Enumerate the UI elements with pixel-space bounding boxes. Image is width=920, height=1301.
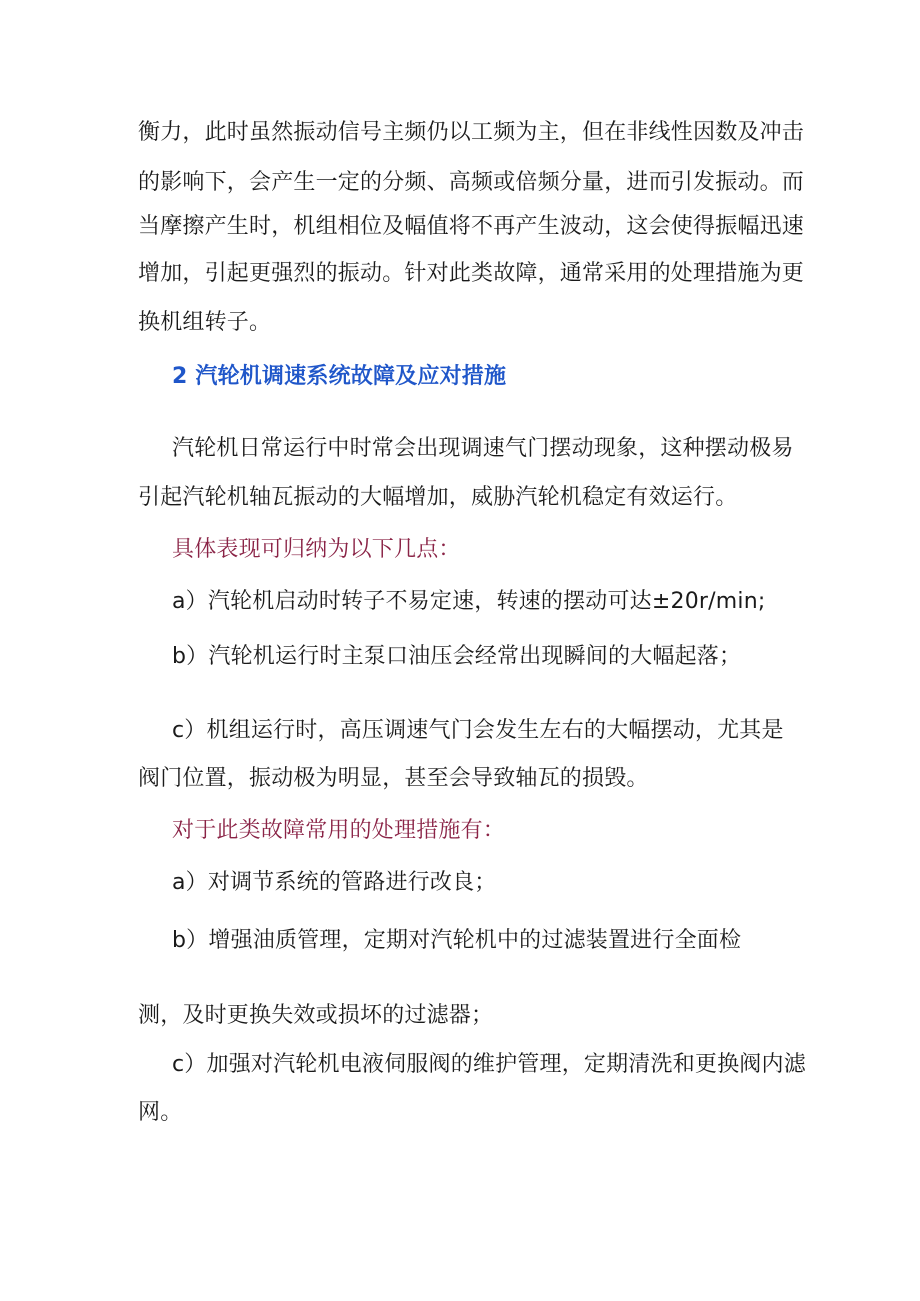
symptoms-heading: 具体表现可归纳为以下几点： <box>172 537 461 562</box>
paragraph-1-line-5: 换机组转子。 <box>138 310 272 335</box>
symptom-c-line-2: 阀门位置，振动极为明显，甚至会导致轴瓦的损毁。 <box>138 766 649 791</box>
paragraph-2-line-2: 引起汽轮机轴瓦振动的大幅增加，威胁汽轮机稳定有效运行。 <box>138 485 738 510</box>
measures-heading: 对于此类故障常用的处理措施有： <box>172 818 506 843</box>
paragraph-1-line-1: 衡力，此时虽然振动信号主频仍以工频为主，但在非线性因数及冲击 <box>138 120 805 145</box>
paragraph-2-line-1: 汽轮机日常运行中时常会出现调速气门摆动现象，这种摆动极易 <box>172 436 794 461</box>
paragraph-1-line-3: 当摩擦产生时，机组相位及幅值将不再产生波动，这会使得振幅迅速 <box>138 214 805 239</box>
section-heading: 2 汽轮机调速系统故障及应对措施 <box>172 364 507 389</box>
symptom-b: b）汽轮机运行时主泵口油压会经常出现瞬间的大幅起落； <box>172 644 742 669</box>
measure-b-line-1: b）增强油质管理，定期对汽轮机中的过滤装置进行全面检 <box>172 928 742 953</box>
measure-c-line-1: c）加强对汽轮机电液伺服阀的维护管理，定期清洗和更换阀内滤 <box>172 1052 806 1077</box>
symptom-a: a）汽轮机启动时转子不易定速，转速的摆动可达±20r/min; <box>172 589 766 614</box>
measure-b-line-2: 测，及时更换失效或损坏的过滤器； <box>138 1003 494 1028</box>
measure-a: a）对调节系统的管路进行改良； <box>172 870 497 895</box>
symptom-c-line-1: c）机组运行时，高压调速气门会发生左右的大幅摆动，尤其是 <box>172 718 784 743</box>
paragraph-1-line-4: 增加，引起更强烈的振动。针对此类故障，通常采用的处理措施为更 <box>138 261 805 286</box>
paragraph-1-line-2: 的影响下，会产生一定的分频、高频或倍频分量，进而引发振动。而 <box>138 170 805 195</box>
measure-c-line-2: 网。 <box>138 1100 183 1125</box>
